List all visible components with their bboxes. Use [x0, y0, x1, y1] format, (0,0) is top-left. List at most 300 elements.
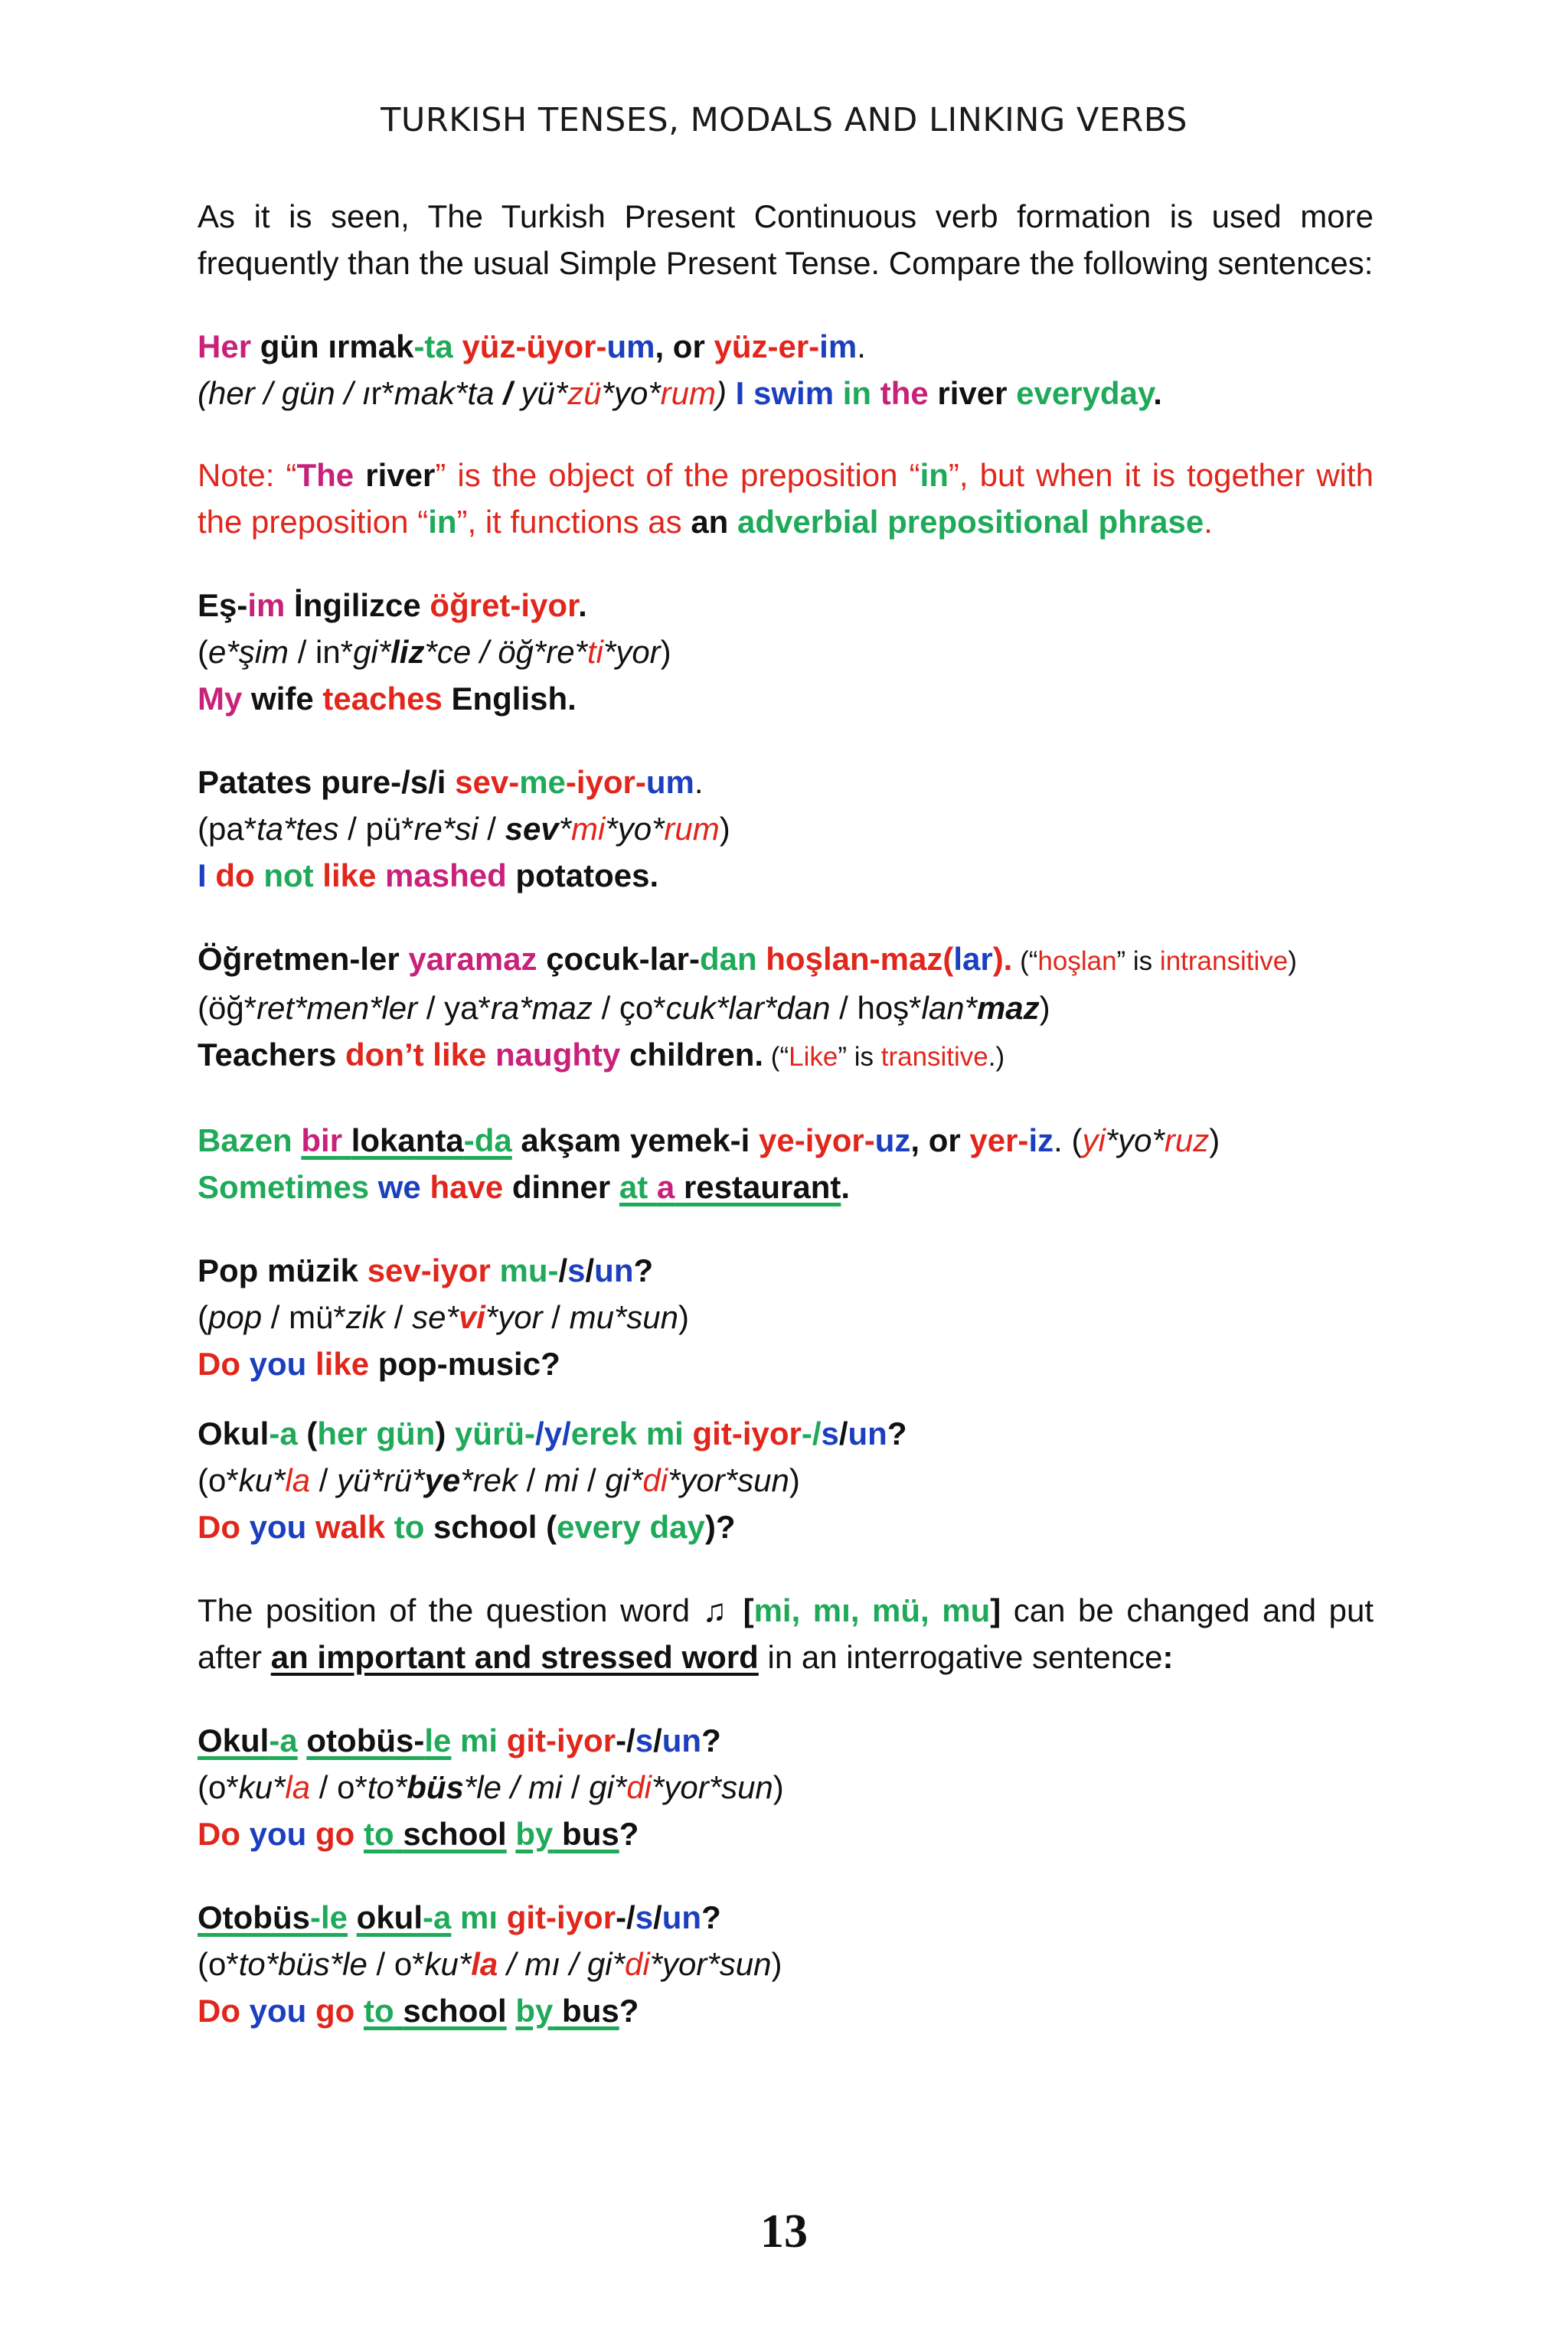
- text-run: Pop müzik: [198, 1252, 368, 1288]
- text-run: / o*: [310, 1769, 368, 1805]
- text-run: [553, 1993, 562, 2029]
- text-run: (: [198, 1299, 208, 1335]
- text-run: mashed: [385, 857, 507, 893]
- english-translation: [198, 675, 1374, 722]
- text-run: Patates pure-/s/i: [198, 764, 456, 800]
- example-pop-music: [198, 1247, 1374, 1387]
- note-paragraph: [198, 452, 1374, 545]
- example-swim: [198, 323, 1374, 416]
- text-run: çocuk-lar-: [537, 941, 700, 977]
- text-run: ku*: [238, 1769, 286, 1805]
- text-run: ?: [887, 1416, 907, 1451]
- text-run: me: [519, 764, 566, 800]
- text-run: -iyor-: [565, 764, 646, 800]
- text-run: yü*: [521, 375, 568, 411]
- text-run: sev-: [455, 764, 520, 800]
- text-run: ): [1288, 946, 1297, 976]
- turkish-sentence: [198, 1410, 1374, 1457]
- text-run: ” is: [1116, 946, 1160, 976]
- page-body: [198, 193, 1374, 2034]
- text-run: school (: [424, 1509, 557, 1545]
- text-run: ra*maz: [490, 990, 593, 1026]
- text-run: (“: [1012, 946, 1038, 976]
- pronunciation-line: [198, 370, 1374, 416]
- text-run: in an interrogative sentence: [758, 1639, 1163, 1675]
- text-run: [342, 1122, 351, 1158]
- text-run: um: [645, 764, 694, 800]
- pronunciation-line: [198, 1764, 1374, 1811]
- text-run: zü: [567, 375, 602, 411]
- text-run: git-iyor: [506, 1899, 616, 1935]
- text-run: pop: [208, 1299, 263, 1335]
- text-run: in: [428, 504, 457, 540]
- text-run: im: [819, 328, 858, 364]
- text-run: Do: [198, 1993, 240, 2029]
- example-mashed-potatoes: [198, 759, 1374, 899]
- text-run: / ço*: [592, 990, 666, 1026]
- text-run: [498, 1899, 507, 1935]
- text-run: English.: [442, 681, 577, 717]
- text-run: mi: [571, 811, 606, 847]
- music-note-icon: ♫: [702, 1592, 731, 1628]
- text-run: /: [653, 1899, 662, 1935]
- text-run: .: [1153, 375, 1162, 411]
- text-run: dinner: [503, 1169, 619, 1205]
- text-run: *yor*sun: [649, 1946, 772, 1982]
- text-run: to: [364, 1993, 394, 2029]
- text-run: (“: [763, 1042, 789, 1072]
- text-run: school: [403, 1993, 507, 2029]
- text-run: *yo*: [601, 375, 661, 411]
- text-run: [354, 1816, 364, 1852]
- pronunciation-line: [198, 1457, 1374, 1504]
- text-run: in: [842, 375, 880, 411]
- text-run: ]: [990, 1592, 1001, 1628]
- text-run: [451, 1722, 460, 1758]
- turkish-sentence: [198, 582, 1374, 629]
- text-run: potatoes.: [506, 857, 659, 893]
- text-run: [553, 1816, 562, 1852]
- text-run: *yor*sun: [652, 1769, 773, 1805]
- text-run: /: [838, 1416, 848, 1451]
- turkish-sentence: [198, 1117, 1374, 1164]
- pronunciation-line: [198, 805, 1374, 852]
- text-run: [757, 941, 766, 977]
- text-run: Eş-: [198, 587, 248, 623]
- text-run: by: [515, 1993, 554, 2029]
- text-run: ye: [424, 1462, 461, 1498]
- text-run: s: [635, 1722, 654, 1758]
- text-run: .: [694, 764, 704, 800]
- text-run: naughty: [495, 1037, 621, 1073]
- text-run: /: [385, 1299, 413, 1335]
- text-run: not: [263, 857, 314, 893]
- text-run: yüz-er-: [714, 328, 820, 364]
- text-run: yi: [1082, 1122, 1106, 1158]
- english-translation: [198, 1164, 1374, 1210]
- text-run: to: [367, 1769, 394, 1805]
- text-run: *ta: [455, 375, 504, 411]
- text-run: s: [821, 1416, 839, 1451]
- text-run: Do: [198, 1816, 240, 1852]
- running-header: TURKISH TENSES, MODALS AND LINKING VERBS: [381, 101, 1187, 139]
- text-run: -ta: [413, 328, 453, 364]
- text-run: *yor*sun: [668, 1462, 789, 1498]
- text-run: an important and stressed word: [270, 1639, 759, 1675]
- text-run: her gün: [317, 1416, 436, 1451]
- text-run: yü*rü*: [337, 1462, 425, 1498]
- text-run: lan*: [921, 990, 977, 1026]
- text-run: pop-music?: [369, 1346, 560, 1382]
- english-translation: [198, 1504, 1374, 1550]
- text-run: un: [662, 1722, 702, 1758]
- text-run: iz: [1028, 1122, 1054, 1158]
- text-run: /: [578, 1462, 606, 1498]
- text-run: river: [354, 457, 436, 493]
- text-run: dan: [699, 941, 757, 977]
- text-run: um: [606, 328, 655, 364]
- text-run: transitive: [880, 1042, 988, 1072]
- text-run: akşam yemek-i: [511, 1122, 759, 1158]
- text-run: -a: [269, 1722, 298, 1758]
- text-run: ?: [701, 1722, 721, 1758]
- text-run: have: [420, 1169, 504, 1205]
- text-run: di: [626, 1769, 652, 1805]
- text-run: /: [503, 375, 521, 411]
- text-run: bir: [301, 1122, 343, 1158]
- page-number: 13: [760, 2206, 808, 2258]
- text-run: sev: [505, 811, 559, 847]
- pronunciation-line: [198, 1294, 1374, 1340]
- text-run: (o*: [198, 1769, 239, 1805]
- text-run: *: [394, 1769, 407, 1805]
- example-walk-to-school: [198, 1410, 1374, 1550]
- text-run: don’t like: [345, 1037, 487, 1073]
- english-translation: [198, 1987, 1374, 2034]
- text-run: la: [285, 1462, 311, 1498]
- text-run: .: [1204, 504, 1213, 540]
- text-run: walk: [306, 1509, 386, 1545]
- text-run: My: [198, 681, 243, 717]
- text-run: we: [369, 1169, 421, 1205]
- text-run: do: [206, 857, 264, 893]
- text-run: , or: [910, 1122, 970, 1158]
- text-run: hoşlan: [1037, 946, 1117, 976]
- text-run: gün ırmak: [251, 328, 414, 364]
- english-translation: [198, 1031, 1374, 1080]
- text-run: [486, 1037, 495, 1073]
- text-run: .: [857, 328, 866, 364]
- text-run: *le /: [463, 1769, 528, 1805]
- intro-paragraph: As it is seen, The Turkish Present Continuous verb formation is used more frequently than the usual Simple Present Tense. Compare the following sentences:: [198, 198, 1374, 281]
- text-run: ” is: [838, 1042, 881, 1072]
- text-run: yer-: [969, 1122, 1029, 1158]
- text-run: *: [377, 634, 391, 670]
- text-run: , or: [655, 328, 714, 364]
- text-run: ): [716, 375, 736, 411]
- text-run: okul: [356, 1899, 423, 1935]
- text-run: -/: [616, 1899, 635, 1935]
- text-run: the: [880, 375, 929, 411]
- example-restaurant: [198, 1117, 1374, 1210]
- text-run: mu-: [499, 1252, 559, 1288]
- example-naughty-children: [198, 936, 1374, 1080]
- text-run: (her / gün / ı: [198, 375, 371, 411]
- text-run: you: [240, 1993, 307, 2029]
- text-run: *: [605, 811, 618, 847]
- text-run: /: [558, 1252, 568, 1288]
- turkish-sentence: [198, 936, 1374, 985]
- text-run: / pü*: [338, 811, 414, 847]
- text-run: a: [656, 1169, 675, 1205]
- text-run: . (: [1054, 1122, 1083, 1158]
- text-run: maz: [976, 990, 1040, 1026]
- text-run: go: [306, 1816, 355, 1852]
- text-run: I swim: [735, 375, 843, 411]
- text-run: Bazen: [198, 1122, 302, 1158]
- turkish-sentence: [198, 1894, 1374, 1941]
- text-run: restaurant: [683, 1169, 841, 1205]
- text-run: sev-iyor: [367, 1252, 491, 1288]
- text-run: vi: [458, 1299, 485, 1335]
- text-run: zik: [345, 1299, 386, 1335]
- example-wife-teaches: [198, 582, 1374, 722]
- text-run: wife: [242, 681, 323, 717]
- text-run: Sometimes: [198, 1169, 370, 1205]
- text-run: by: [515, 1816, 554, 1852]
- text-run: ?: [701, 1899, 721, 1935]
- text-run: lokanta: [351, 1122, 464, 1158]
- text-run: *: [485, 1299, 498, 1335]
- text-run: yo*: [617, 811, 665, 847]
- text-run: The: [296, 457, 354, 493]
- text-run: ): [719, 811, 730, 847]
- text-run: ?: [619, 1816, 639, 1852]
- text-run: [491, 1252, 500, 1288]
- text-run: hoşlan-maz(: [766, 941, 954, 977]
- text-run: git-iyor: [692, 1416, 802, 1451]
- english-translation: [198, 1340, 1374, 1387]
- text-run: (pa*: [198, 811, 257, 847]
- text-run: adverbial prepositional phrase: [728, 504, 1204, 540]
- text-run: İngilizce: [285, 587, 430, 623]
- text-run: (: [198, 634, 208, 670]
- english-translation: [198, 852, 1374, 899]
- text-run: cuk*lar*dan: [665, 990, 831, 1026]
- text-run: /y/: [535, 1416, 571, 1451]
- text-run: .): [988, 1042, 1005, 1072]
- text-run: *rek: [460, 1462, 518, 1498]
- example-school-by-bus-2: [198, 1894, 1374, 2034]
- text-run: ): [678, 1299, 690, 1335]
- text-run: s: [635, 1899, 654, 1935]
- text-run: Do: [198, 1509, 240, 1545]
- text-run: ): [789, 1462, 800, 1498]
- text-run: un: [594, 1252, 634, 1288]
- turkish-sentence: [198, 1717, 1374, 1764]
- text-run: *: [558, 811, 572, 847]
- text-run: s: [567, 1252, 586, 1288]
- english-translation: [198, 1811, 1374, 1857]
- text-run: / o*: [367, 1946, 425, 1982]
- text-run: liz: [390, 634, 425, 670]
- text-run: / in*: [289, 634, 354, 670]
- text-run: mi: [460, 1722, 498, 1758]
- turkish-sentence: [198, 759, 1374, 805]
- text-run: *ce /: [424, 634, 498, 670]
- text-run: gi*: [589, 1769, 627, 1805]
- text-run: you: [240, 1816, 307, 1852]
- text-run: mı: [460, 1899, 498, 1935]
- text-run: to: [385, 1509, 425, 1545]
- text-run: *yor: [603, 634, 661, 670]
- text-run: e*şim: [208, 634, 289, 670]
- text-run: ): [1209, 1122, 1220, 1158]
- text-run: [394, 1993, 403, 2029]
- pronunciation-line: [198, 629, 1374, 675]
- text-run: river: [928, 375, 1017, 411]
- text-run: Note: “: [198, 457, 297, 493]
- text-run: un: [662, 1899, 702, 1935]
- text-run: [348, 1899, 357, 1935]
- text-run: se*: [412, 1299, 459, 1335]
- text-run: [354, 1993, 364, 2029]
- text-run: Öğretmen-ler: [198, 941, 409, 977]
- text-run: /: [562, 1769, 590, 1805]
- question-word-paragraph: [198, 1587, 1374, 1680]
- text-run: every day: [557, 1509, 705, 1545]
- text-run: / mı /: [498, 1946, 587, 1982]
- text-run: gi*: [605, 1462, 643, 1498]
- text-run: ): [435, 1416, 456, 1451]
- turkish-sentence: [198, 1247, 1374, 1294]
- text-run: bus: [562, 1816, 619, 1852]
- text-run: mi: [528, 1769, 563, 1805]
- text-run: gi: [353, 634, 378, 670]
- text-run: an: [691, 504, 729, 540]
- text-run: *yo*: [1105, 1122, 1165, 1158]
- text-run: im: [247, 587, 286, 623]
- text-run: /: [653, 1722, 662, 1758]
- text-run: ): [773, 1769, 784, 1805]
- text-run: -/: [616, 1722, 635, 1758]
- text-run: büs: [407, 1769, 464, 1805]
- text-run: öğ*re*: [498, 634, 587, 670]
- text-run: yürü-: [455, 1416, 536, 1451]
- text-run: like: [306, 1346, 370, 1382]
- text-run: ret*men*ler: [256, 990, 418, 1026]
- text-run: ”, but when it is together with the preposition “: [198, 457, 1374, 540]
- text-run: la: [471, 1946, 498, 1982]
- text-run: [451, 1899, 460, 1935]
- text-run: school: [403, 1816, 507, 1852]
- text-run: yüz-üyor-: [452, 328, 607, 364]
- text-run: mi, mı, mü, mu: [753, 1592, 991, 1628]
- text-run: Otobüs: [198, 1899, 310, 1935]
- text-run: Her: [198, 328, 252, 364]
- text-run: :: [1162, 1639, 1174, 1675]
- text-run: in: [920, 457, 949, 493]
- text-run: git-iyor: [506, 1722, 616, 1758]
- text-run: [507, 1816, 516, 1852]
- text-run: ): [771, 1946, 782, 1982]
- text-run: yaramaz: [408, 941, 537, 977]
- text-run: ).: [992, 941, 1013, 977]
- text-run: [507, 1993, 516, 2029]
- text-run: Teachers: [198, 1037, 345, 1073]
- text-run: re*si: [413, 811, 479, 847]
- text-run: -le: [309, 1899, 348, 1935]
- text-run: yor: [498, 1299, 543, 1335]
- text-run: -a: [423, 1899, 452, 1935]
- text-run: di: [642, 1462, 668, 1498]
- text-run: .: [841, 1169, 851, 1205]
- text-run: un: [848, 1416, 887, 1451]
- text-run: at: [619, 1169, 657, 1205]
- text-run: .: [578, 587, 587, 623]
- text-run: rum: [664, 811, 720, 847]
- text-run: Do: [198, 1346, 240, 1382]
- text-run: ye: [758, 1122, 795, 1158]
- text-run: rum: [660, 375, 717, 411]
- text-run: di: [625, 1946, 650, 1982]
- text-run: /: [517, 1462, 544, 1498]
- text-run: / ya*: [417, 990, 491, 1026]
- text-run: mu*sun: [569, 1299, 679, 1335]
- text-run: I: [198, 857, 207, 893]
- text-run: ruz: [1164, 1122, 1210, 1158]
- text-run: uz: [874, 1122, 911, 1158]
- text-run: erek mi: [570, 1416, 693, 1451]
- text-run: gi*: [586, 1946, 625, 1982]
- text-run: everyday: [1016, 375, 1154, 411]
- text-run: /: [478, 811, 505, 847]
- text-run: le: [424, 1722, 452, 1758]
- text-run: (öğ*: [198, 990, 257, 1026]
- text-run: Okul: [198, 1416, 270, 1451]
- text-run: [675, 1169, 684, 1205]
- text-run: -da: [463, 1122, 512, 1158]
- text-run: /: [310, 1462, 338, 1498]
- text-run: (o*: [198, 1462, 239, 1498]
- text-run: mi: [544, 1462, 579, 1498]
- text-run: The position of the question word: [198, 1592, 703, 1628]
- text-run: [: [730, 1592, 754, 1628]
- text-run: ): [1039, 990, 1050, 1026]
- example-school-by-bus-1: [198, 1717, 1374, 1857]
- text-run: lar: [953, 941, 993, 977]
- text-run: ): [660, 634, 671, 670]
- text-run: bus: [562, 1993, 619, 2029]
- text-run: like: [313, 857, 386, 893]
- text-run: to*büs*le: [238, 1946, 368, 1982]
- text-run: you: [240, 1346, 307, 1382]
- text-run: intransitive: [1159, 946, 1289, 976]
- text-run: (: [297, 1416, 318, 1451]
- text-run: mak: [394, 375, 456, 411]
- text-run: / mü*: [262, 1299, 346, 1335]
- text-run: [498, 1722, 507, 1758]
- text-run: [298, 1722, 307, 1758]
- text-run: -a: [269, 1416, 298, 1451]
- pronunciation-line: [198, 1941, 1374, 1987]
- text-run: [394, 1816, 403, 1852]
- text-run: /: [585, 1252, 595, 1288]
- text-run: r*: [371, 375, 394, 411]
- text-run: Like: [789, 1042, 838, 1072]
- text-run: teaches: [322, 681, 443, 717]
- text-run: ?: [619, 1993, 639, 2029]
